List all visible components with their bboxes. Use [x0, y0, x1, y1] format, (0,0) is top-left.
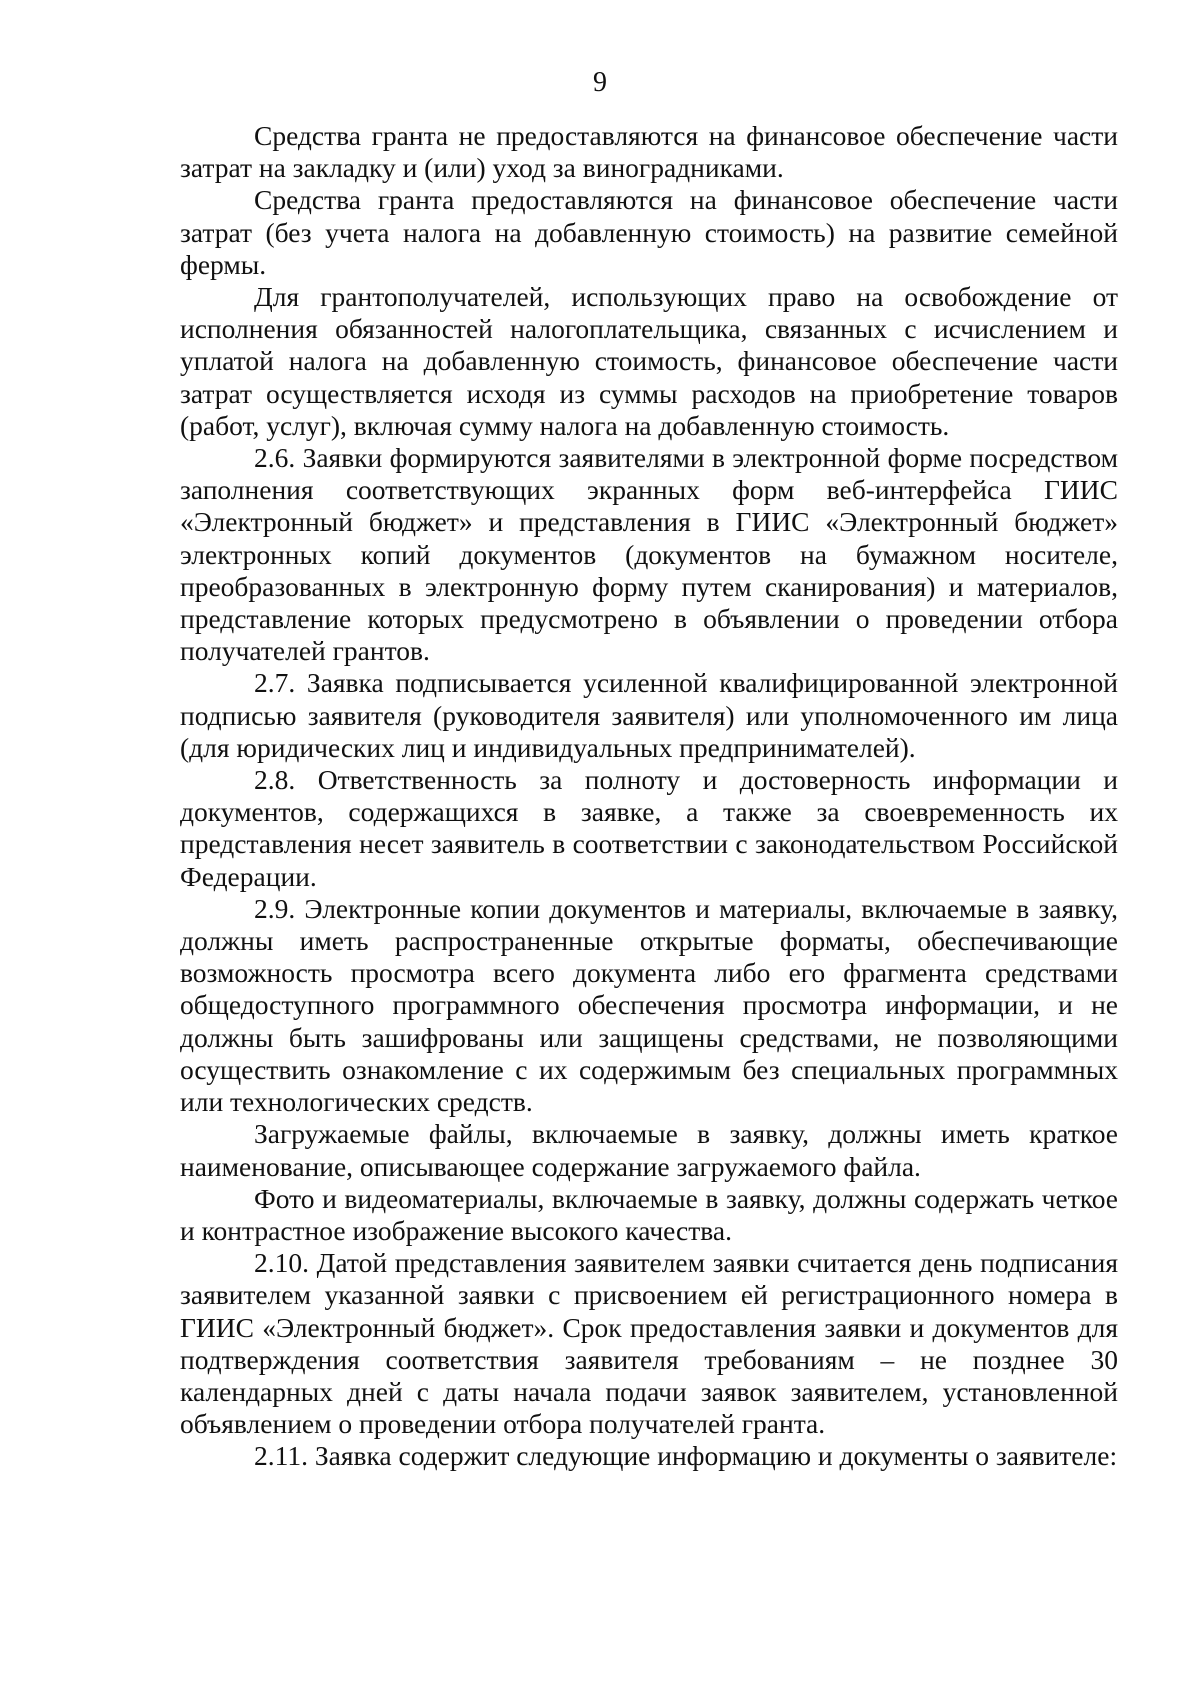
paragraph-2-6: 2.6. Заявки формируются заявителями в электронной форме посредством заполнения соответствующих экранных форм веб-интерфейса ГИИС «Электронный бюджет» и представления в ГИИС «Электронный бюджет» электронных копий документов (документов на бумажном носителе, преобразованных в электронную форму путем сканирования) и материалов, представление которых предусмотрено в объявлении о проведении отбора получателей грантов. [180, 442, 1118, 667]
paragraph-2-11: 2.11. Заявка содержит следующие информацию и документы о заявителе: [254, 1440, 1118, 1472]
paragraph-2-7: 2.7. Заявка подписывается усиленной квалифицированной электронной подписью заявителя (руководителя заявителя) или уполномоченного им лица (для юридических лиц и индивидуальных предпринимателей). [180, 667, 1118, 763]
paragraph-grant-not-vineyards: Средства гранта не предоставляются на финансовое обеспечение части затрат на закладку и (или) уход за виноградниками. [180, 120, 1118, 184]
paragraph-2-10: 2.10. Датой представления заявителем заявки считается день подписания заявителем указанной заявки с присвоением ей регистрационного номера в ГИИС «Электронный бюджет». Срок предоставления заявки и документов для подтверждения соответствия заявителя требованиям – не позднее 30 календарных дней с даты начала подачи заявок заявителем, установленной объявлением о проведении отбора получателей гранта. [180, 1247, 1118, 1440]
paragraph-vat-exemption: Для грантополучателей, использующих право на освобождение от исполнения обязанностей налогоплательщика, связанных с исчислением и уплатой налога на добавленную стоимость, финансовое обеспечение части затрат осуществляется исходя из суммы расходов на приобретение товаров (работ, услуг), включая сумму налога на добавленную стоимость. [180, 281, 1118, 441]
paragraph-photo-video: Фото и видеоматериалы, включаемые в заявку, должны содержать четкое и контрастное изображение высокого качества. [180, 1182, 1118, 1246]
paragraph-uploaded-files: Загружаемые файлы, включаемые в заявку, должны иметь краткое наименование, описывающее содержание загружаемого файла. [180, 1118, 1118, 1182]
page-number: 9 [593, 67, 607, 98]
paragraph-2-8: 2.8. Ответственность за полноту и достоверность информации и документов, содержащихся в заявке, а также за своевременность их представления несет заявитель в соответствии с законодательством Российской Федерации. [180, 764, 1118, 892]
paragraph-grant-family-farm: Средства гранта предоставляются на финансовое обеспечение части затрат (без учета налога на добавленную стоимость) на развитие семейной фермы. [180, 184, 1118, 280]
paragraph-2-9: 2.9. Электронные копии документов и материалы, включаемые в заявку, должны иметь распространенные открытые форматы, обеспечивающие возможность просмотра всего документа либо его фрагмента средствами общедоступного программного обеспечения просмотра информации, и не должны быть зашифрованы или защищены средствами, не позволяющими осуществить ознакомление с их содержимым без специальных программных или технологических средств. [180, 892, 1118, 1118]
document-body [180, 120, 1118, 1473]
